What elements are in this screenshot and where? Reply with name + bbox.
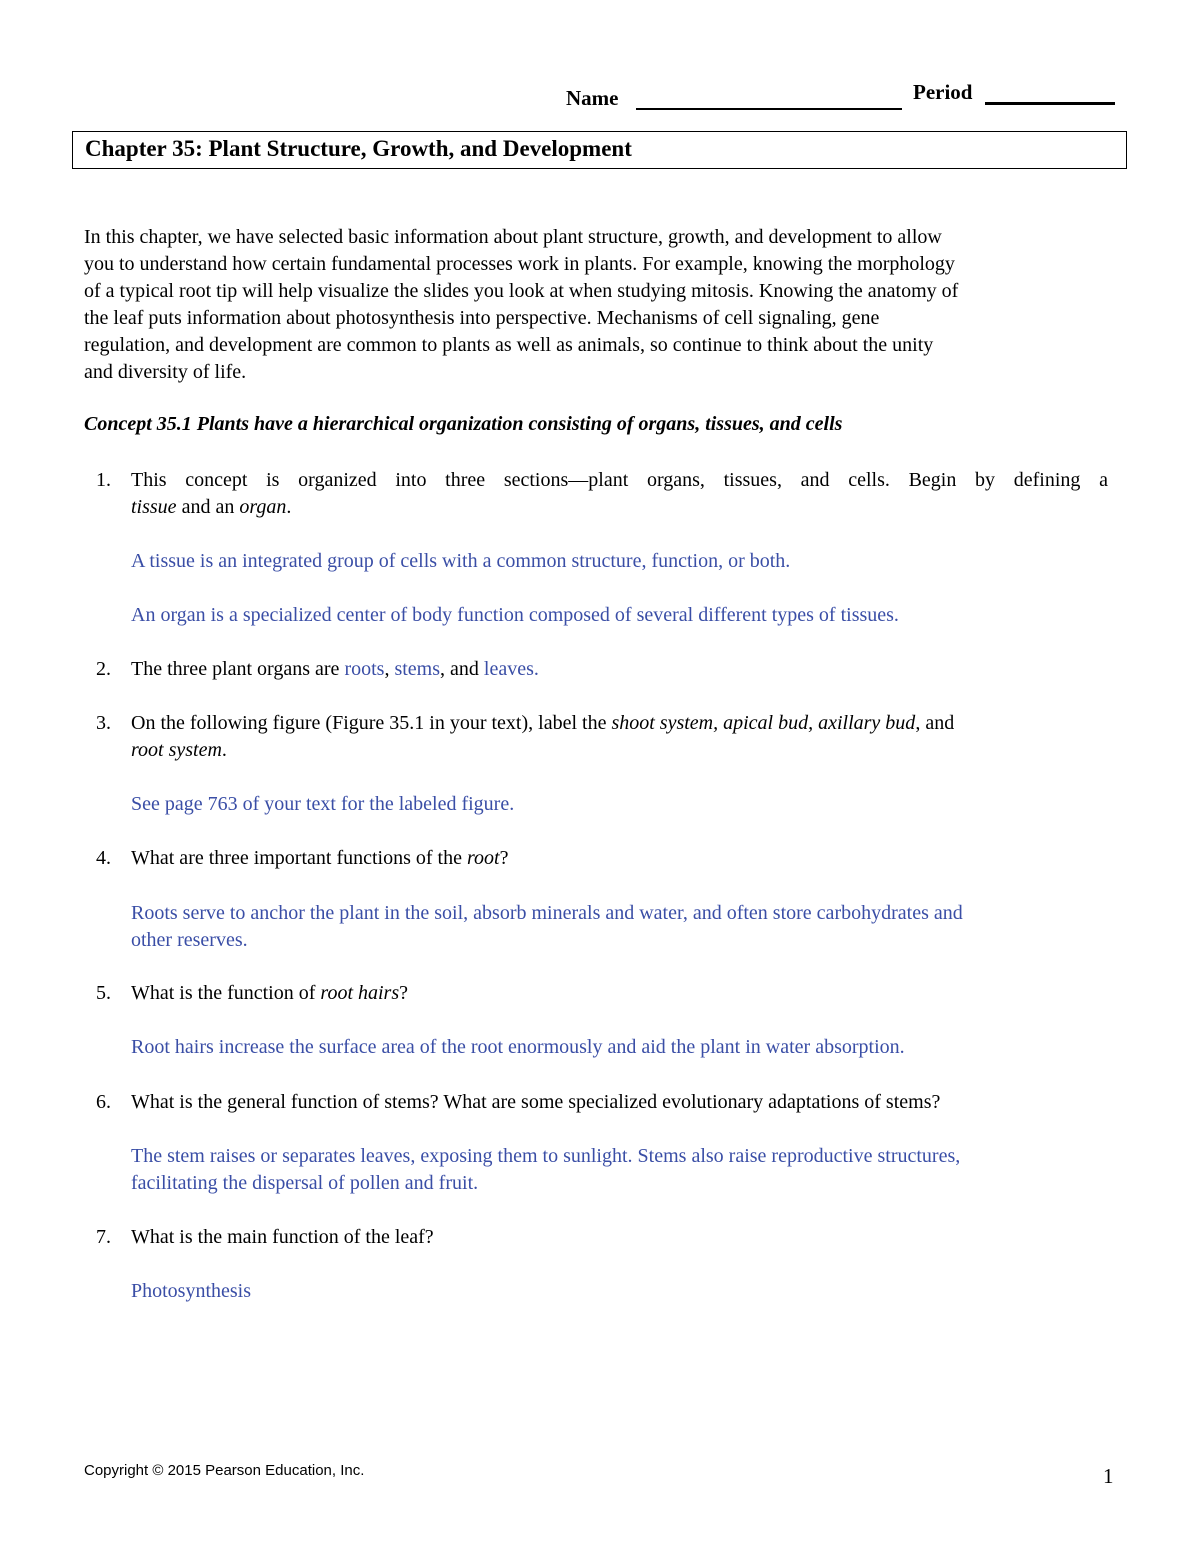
question-number: 5. <box>96 982 111 1004</box>
word: organs, <box>646 469 705 491</box>
name-period-row <box>566 80 1118 114</box>
word: Begin <box>908 469 957 491</box>
chapter-title: Chapter 35: Plant Structure, Growth, and Development <box>85 136 632 161</box>
answer-3: See page 763 of your text for the labeled figure. <box>131 793 515 815</box>
answer-6 <box>131 1143 960 1197</box>
question-number: 6. <box>96 1091 111 1113</box>
intro-line: regulation, and development are common to plants as well as animals, so continue to think about the unity <box>84 334 934 356</box>
answer-roots: roots <box>344 658 385 680</box>
question-prefix: What are three important functions of the <box>131 847 467 869</box>
punctuation: . <box>286 496 292 518</box>
copyright-notice: Copyright © 2015 Pearson Education, Inc. <box>84 1462 365 1479</box>
question-number: 1. <box>96 469 111 491</box>
term-root: root <box>467 847 500 869</box>
question-text <box>131 467 1108 521</box>
connector-text: , and <box>440 658 484 680</box>
question-3-line-2 <box>131 737 1108 764</box>
word: by <box>975 469 996 491</box>
term-tissue: tissue <box>131 496 177 518</box>
question-text <box>131 980 1108 1007</box>
term-organ: organ <box>239 496 287 518</box>
word: sections—plant <box>503 469 629 491</box>
word: three <box>445 469 486 491</box>
answer-1a: A tissue is an integrated group of cells with a common structure, function, or both. <box>131 550 791 572</box>
answer-stems: stems <box>394 658 440 680</box>
question-prefix: What is the function of <box>131 982 321 1004</box>
word: and <box>800 469 830 491</box>
intro-line: of a typical root tip will help visualize the slides you look at when studying mitosis. Knowing the anatomy of <box>84 280 959 302</box>
punctuation: . <box>221 739 227 761</box>
question-text <box>131 656 1108 683</box>
punctuation: ? <box>499 847 509 869</box>
name-label: Name <box>566 86 619 110</box>
word: concept <box>185 469 248 491</box>
question-text <box>131 845 1108 872</box>
question-prefix: The three plant organs are <box>131 658 345 680</box>
answer-leaves: leaves. <box>483 658 539 680</box>
punctuation: , <box>384 658 395 680</box>
figure-terms: shoot system, apical bud, axillary bud <box>611 712 916 734</box>
answer-5: Root hairs increase the surface area of the root enormously and aid the plant in water absorption. <box>131 1036 905 1058</box>
word: cells. <box>848 469 890 491</box>
period-label: Period <box>913 80 973 104</box>
question-text: What is the main function of the leaf? <box>131 1226 434 1248</box>
word: defining <box>1013 469 1081 491</box>
answer-1b: An organ is a specialized center of body function composed of several different types of tissues. <box>131 604 899 626</box>
question-1-line-1 <box>131 467 1108 494</box>
question-number: 4. <box>96 847 111 869</box>
connector-text: and an <box>176 496 240 518</box>
chapter-title-box <box>72 131 1127 169</box>
intro-line: In this chapter, we have selected basic information about plant structure, growth, and development to allow <box>84 226 942 248</box>
question-prefix: On the following figure (Figure 35.1 in your text), label the <box>131 712 612 734</box>
name-blank-line <box>636 108 902 110</box>
question-3-line-1 <box>131 710 1108 737</box>
answer-line: Roots serve to anchor the plant in the soil, absorb minerals and water, and often store carbohydrates and <box>131 902 963 924</box>
concept-heading: Concept 35.1 Plants have a hierarchical organization consisting of organs, tissues, and cells <box>84 413 843 435</box>
answer-line: The stem raises or separates leaves, exposing them to sunlight. Stems also raise reproductive structures, <box>131 1145 961 1167</box>
answer-7: Photosynthesis <box>131 1280 252 1302</box>
word: into <box>395 469 427 491</box>
answer-line: facilitating the dispersal of pollen and fruit. <box>131 1172 479 1194</box>
intro-line: you to understand how certain fundamental processes work in plants. For example, knowing the morphology <box>84 253 955 275</box>
answer-line: other reserves. <box>131 929 248 951</box>
intro-paragraph <box>84 224 1112 386</box>
word: a <box>1099 469 1108 491</box>
question-number: 7. <box>96 1226 111 1248</box>
punctuation: ? <box>399 982 409 1004</box>
word: This <box>131 469 167 491</box>
question-number: 3. <box>96 712 111 734</box>
word: tissues, <box>723 469 782 491</box>
intro-line: the leaf puts information about photosynthesis into perspective. Mechanisms of cell signaling, gene <box>84 307 880 329</box>
question-number: 2. <box>96 658 111 680</box>
question-text <box>131 710 1108 764</box>
question-1-line-2 <box>131 494 1108 521</box>
term-root-system: root system <box>131 739 222 761</box>
period-blank-line <box>985 102 1115 105</box>
word: is <box>266 469 280 491</box>
connector-text: , and <box>915 712 955 734</box>
question-text: What is the general function of stems? What are some specialized evolutionary adaptations of stems? <box>131 1091 941 1113</box>
word: organized <box>298 469 377 491</box>
term-root-hairs: root hairs <box>320 982 400 1004</box>
page-number: 1 <box>1103 1464 1114 1488</box>
answer-4 <box>131 900 963 954</box>
intro-line: and diversity of life. <box>84 361 247 383</box>
